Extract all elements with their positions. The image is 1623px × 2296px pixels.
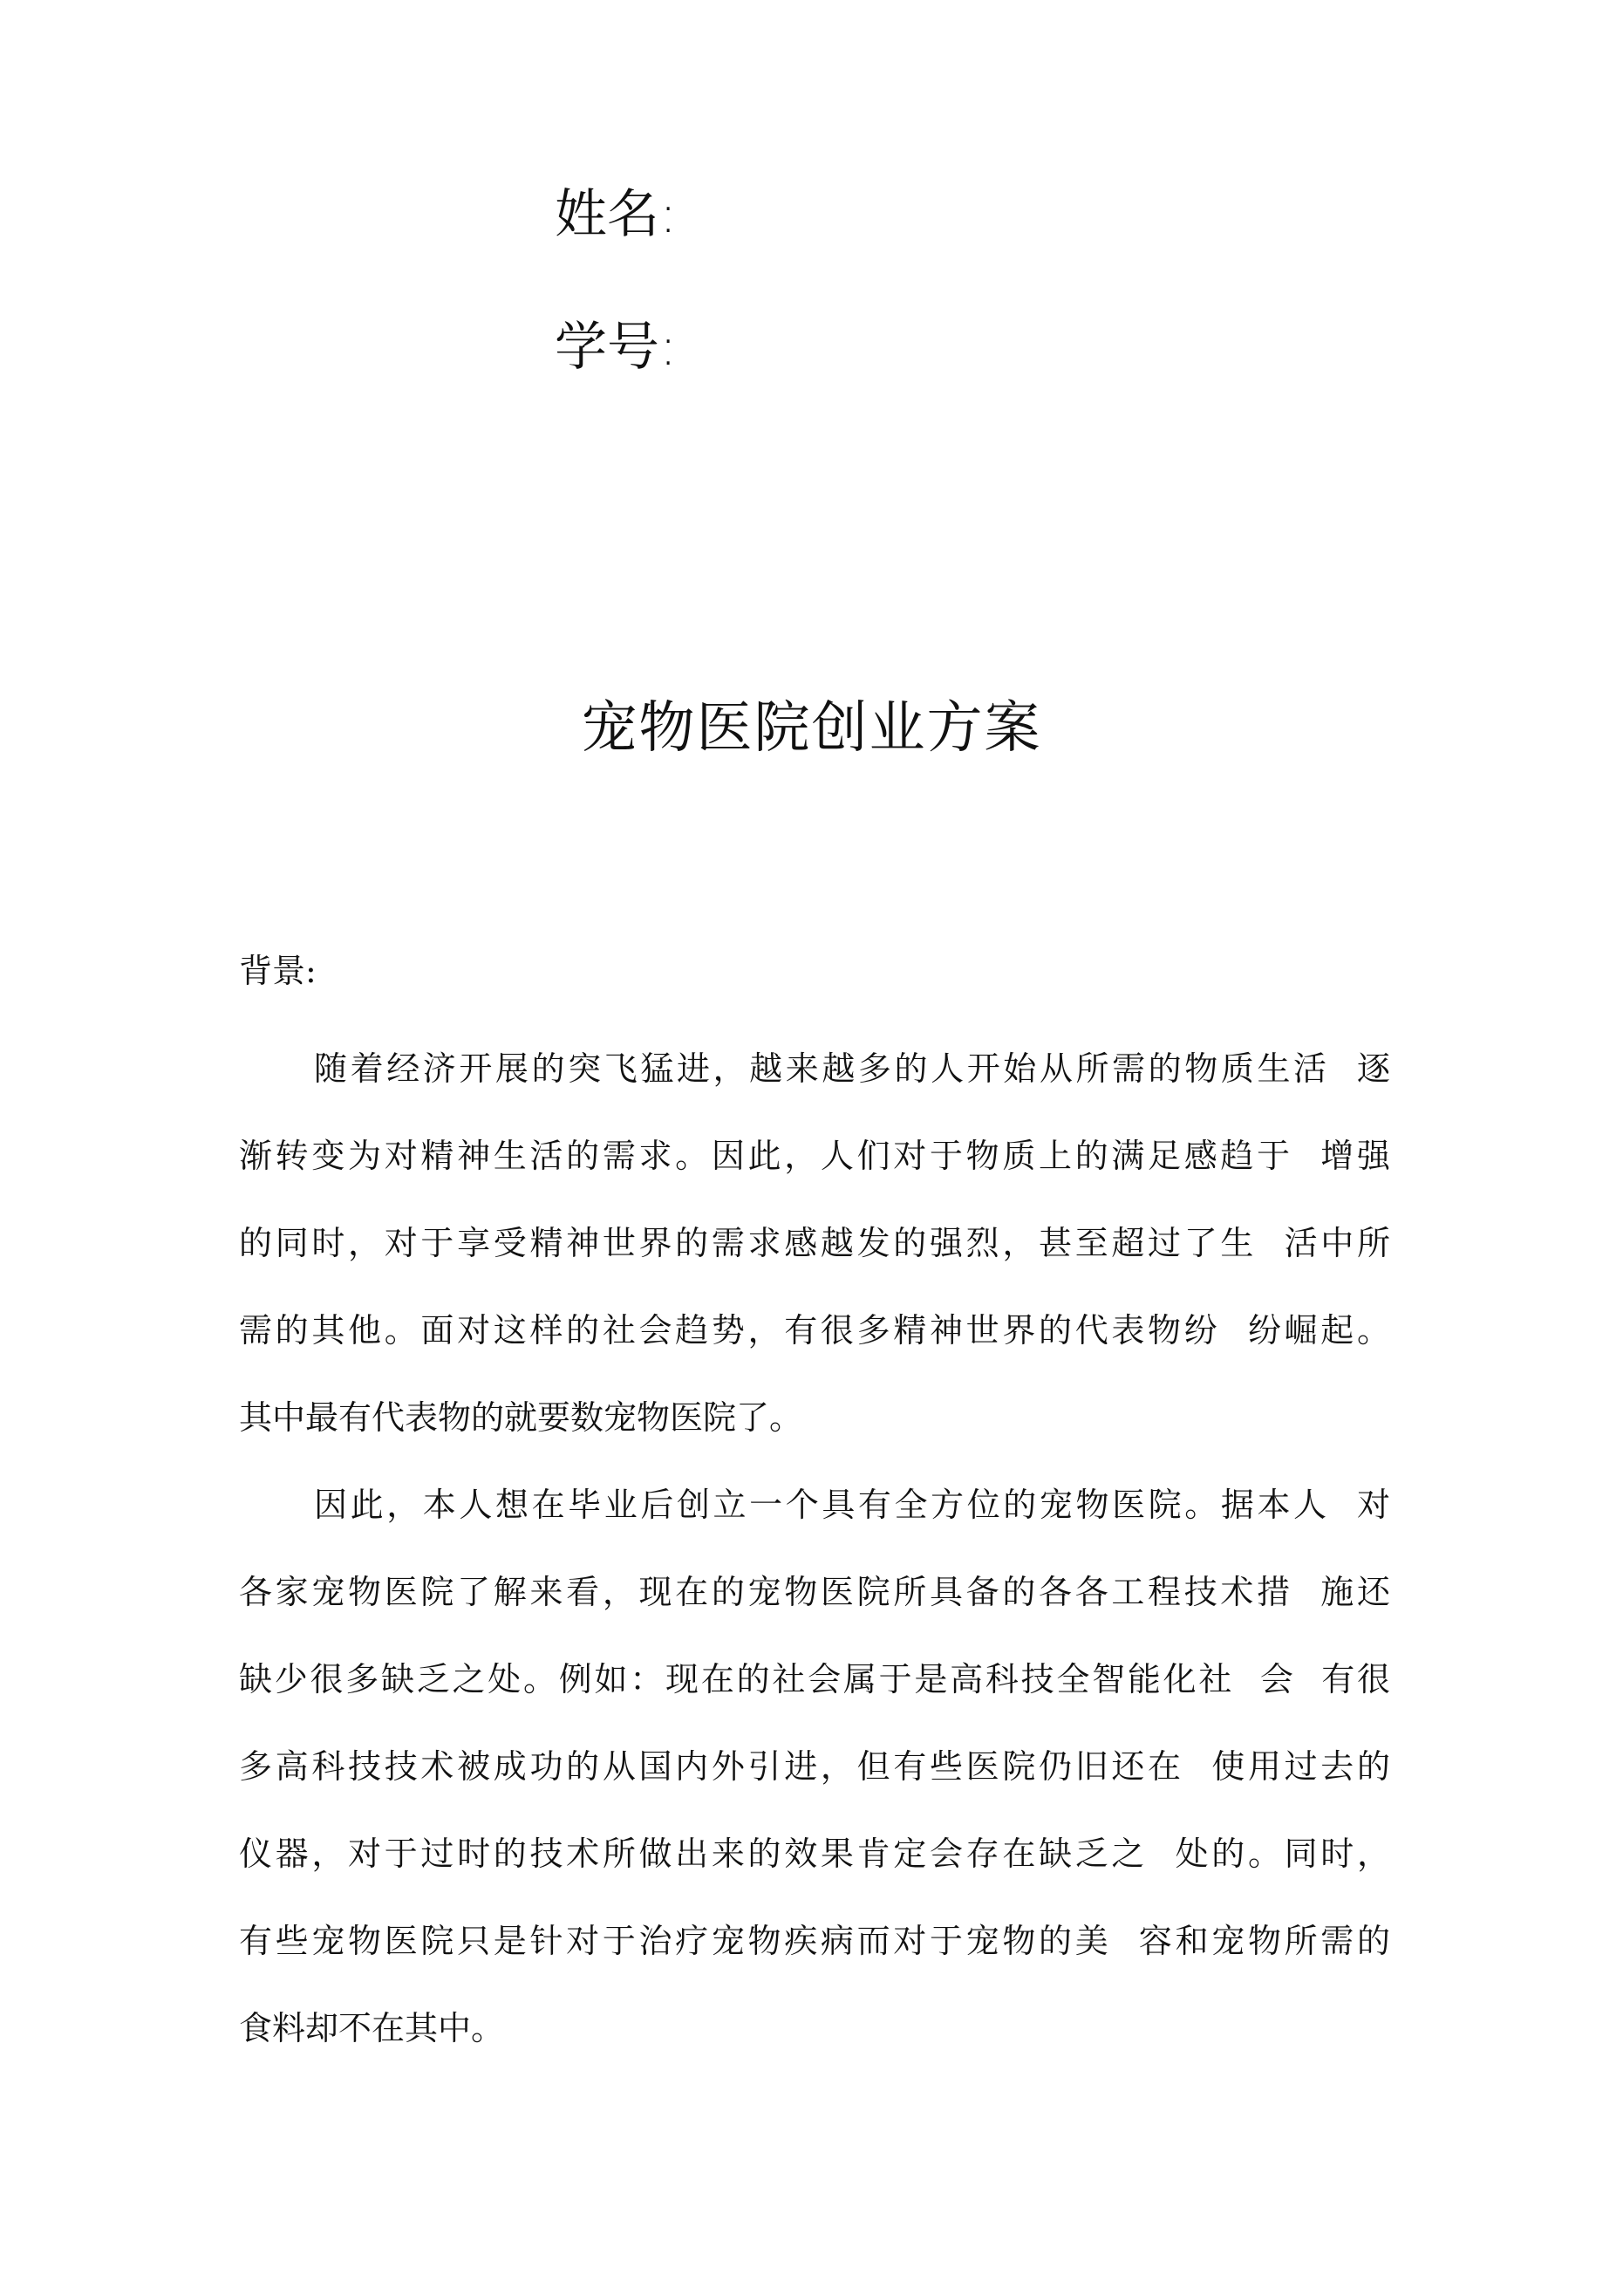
paragraph-2-line-1: 因此，本人想在毕业后创立一个具有全方位的宠物医院。据本人 对: [314, 1486, 1390, 1524]
student-id-label: 学号:: [555, 317, 678, 378]
paragraph-2-line-7: 食料却不在其中。: [239, 2009, 505, 2047]
document-title: 宠物医院创业方案: [581, 696, 1042, 761]
paragraph-1-line-2: 渐转变为对精神生活的需求。因此，人们对于物质上的满足感趋于 增强: [239, 1137, 1390, 1175]
paragraph-1-line-5: 其中最有代表物的就要数宠物医院了。: [239, 1398, 803, 1437]
paragraph-1-line-1: 随着经济开展的突飞猛进，越来越多的人开始从所需的物质生活 逐: [314, 1049, 1390, 1088]
paragraph-1-line-4: 需的其他。面对这样的社会趋势，有很多精神世界的代表物纷 纷崛起。: [239, 1311, 1390, 1350]
paragraph-2-line-6: 有些宠物医院只是针对于治疗宠物疾病而对于宠物的美 容和宠物所需的: [239, 1922, 1390, 1960]
paragraph-2-line-2: 各家宠物医院了解来看，现在的宠物医院所具备的各各工程技术措 施还: [239, 1573, 1390, 1611]
paragraph-2-line-4: 多高科技技术被成功的从国内外引进，但有些医院仍旧还在 使用过去的: [239, 1747, 1390, 1786]
paragraph-2-line-3: 缺少很多缺乏之处。例如：现在的社会属于是高科技全智能化社 会 有很: [239, 1660, 1390, 1698]
paragraph-1-line-3: 的同时，对于享受精神世界的需求感越发的强烈，甚至超过了生 活中所: [239, 1224, 1390, 1262]
name-label: 姓名:: [555, 184, 678, 245]
section-label-background: 背景:: [239, 952, 317, 990]
paragraph-2-line-5: 仪器，对于过时的技术所做出来的效果肯定会存在缺乏之 处的。同时，: [239, 1835, 1390, 1873]
